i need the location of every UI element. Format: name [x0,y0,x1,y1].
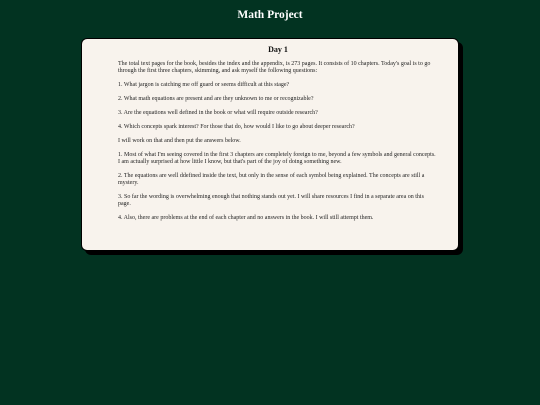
entry-answer-3: 3. So far the wording is overwhelming enough that nothing stands out yet. I will share resources I find in a separate area on this page. [118,194,424,207]
entry-question-3: 3. Are the equations well defined in the book or what will require outside research? [118,110,318,116]
entry-paragraph-plan: I will work on that and then put the answers below. [118,138,241,144]
entry-question-2: 2. What math equations are present and are they unknown to me or recognizable? [118,96,314,102]
entry-answer-1: 1. Most of what I'm seeing covered in the first 3 chapters are completely foreign to me, beyond a few symbols and general concepts. I am actually surprised at how little I know, but that's part of the joy of doing something new. [118,152,436,165]
entry-title: Day 1 [268,45,288,54]
journal-entry-card [81,38,459,251]
entry-paragraph-intro: The total text pages for the book, besides the index and the appendix, is 273 pages. It consists of 10 chapters. Today's goal is to go through the first three chapters, skimming, and ask myself the following questions: [118,61,431,74]
entry-answer-2: 2. The equations are well ddefined inside the text, but only in the sense of each symbol being explained. The concepts are still a mystery. [118,173,425,186]
entry-question-1: 1. What jargon is catching me off guard or seems difficult at this stage? [118,82,290,88]
page-title: Math Project [237,9,303,21]
entry-answer-4: 4. Also, there are problems at the end of each chapter and no answers in the book. I will still attempt them. [118,215,374,221]
entry-question-4: 4. Which concepts spark interest? For those that do, how would I like to go about deeper research? [118,124,355,130]
